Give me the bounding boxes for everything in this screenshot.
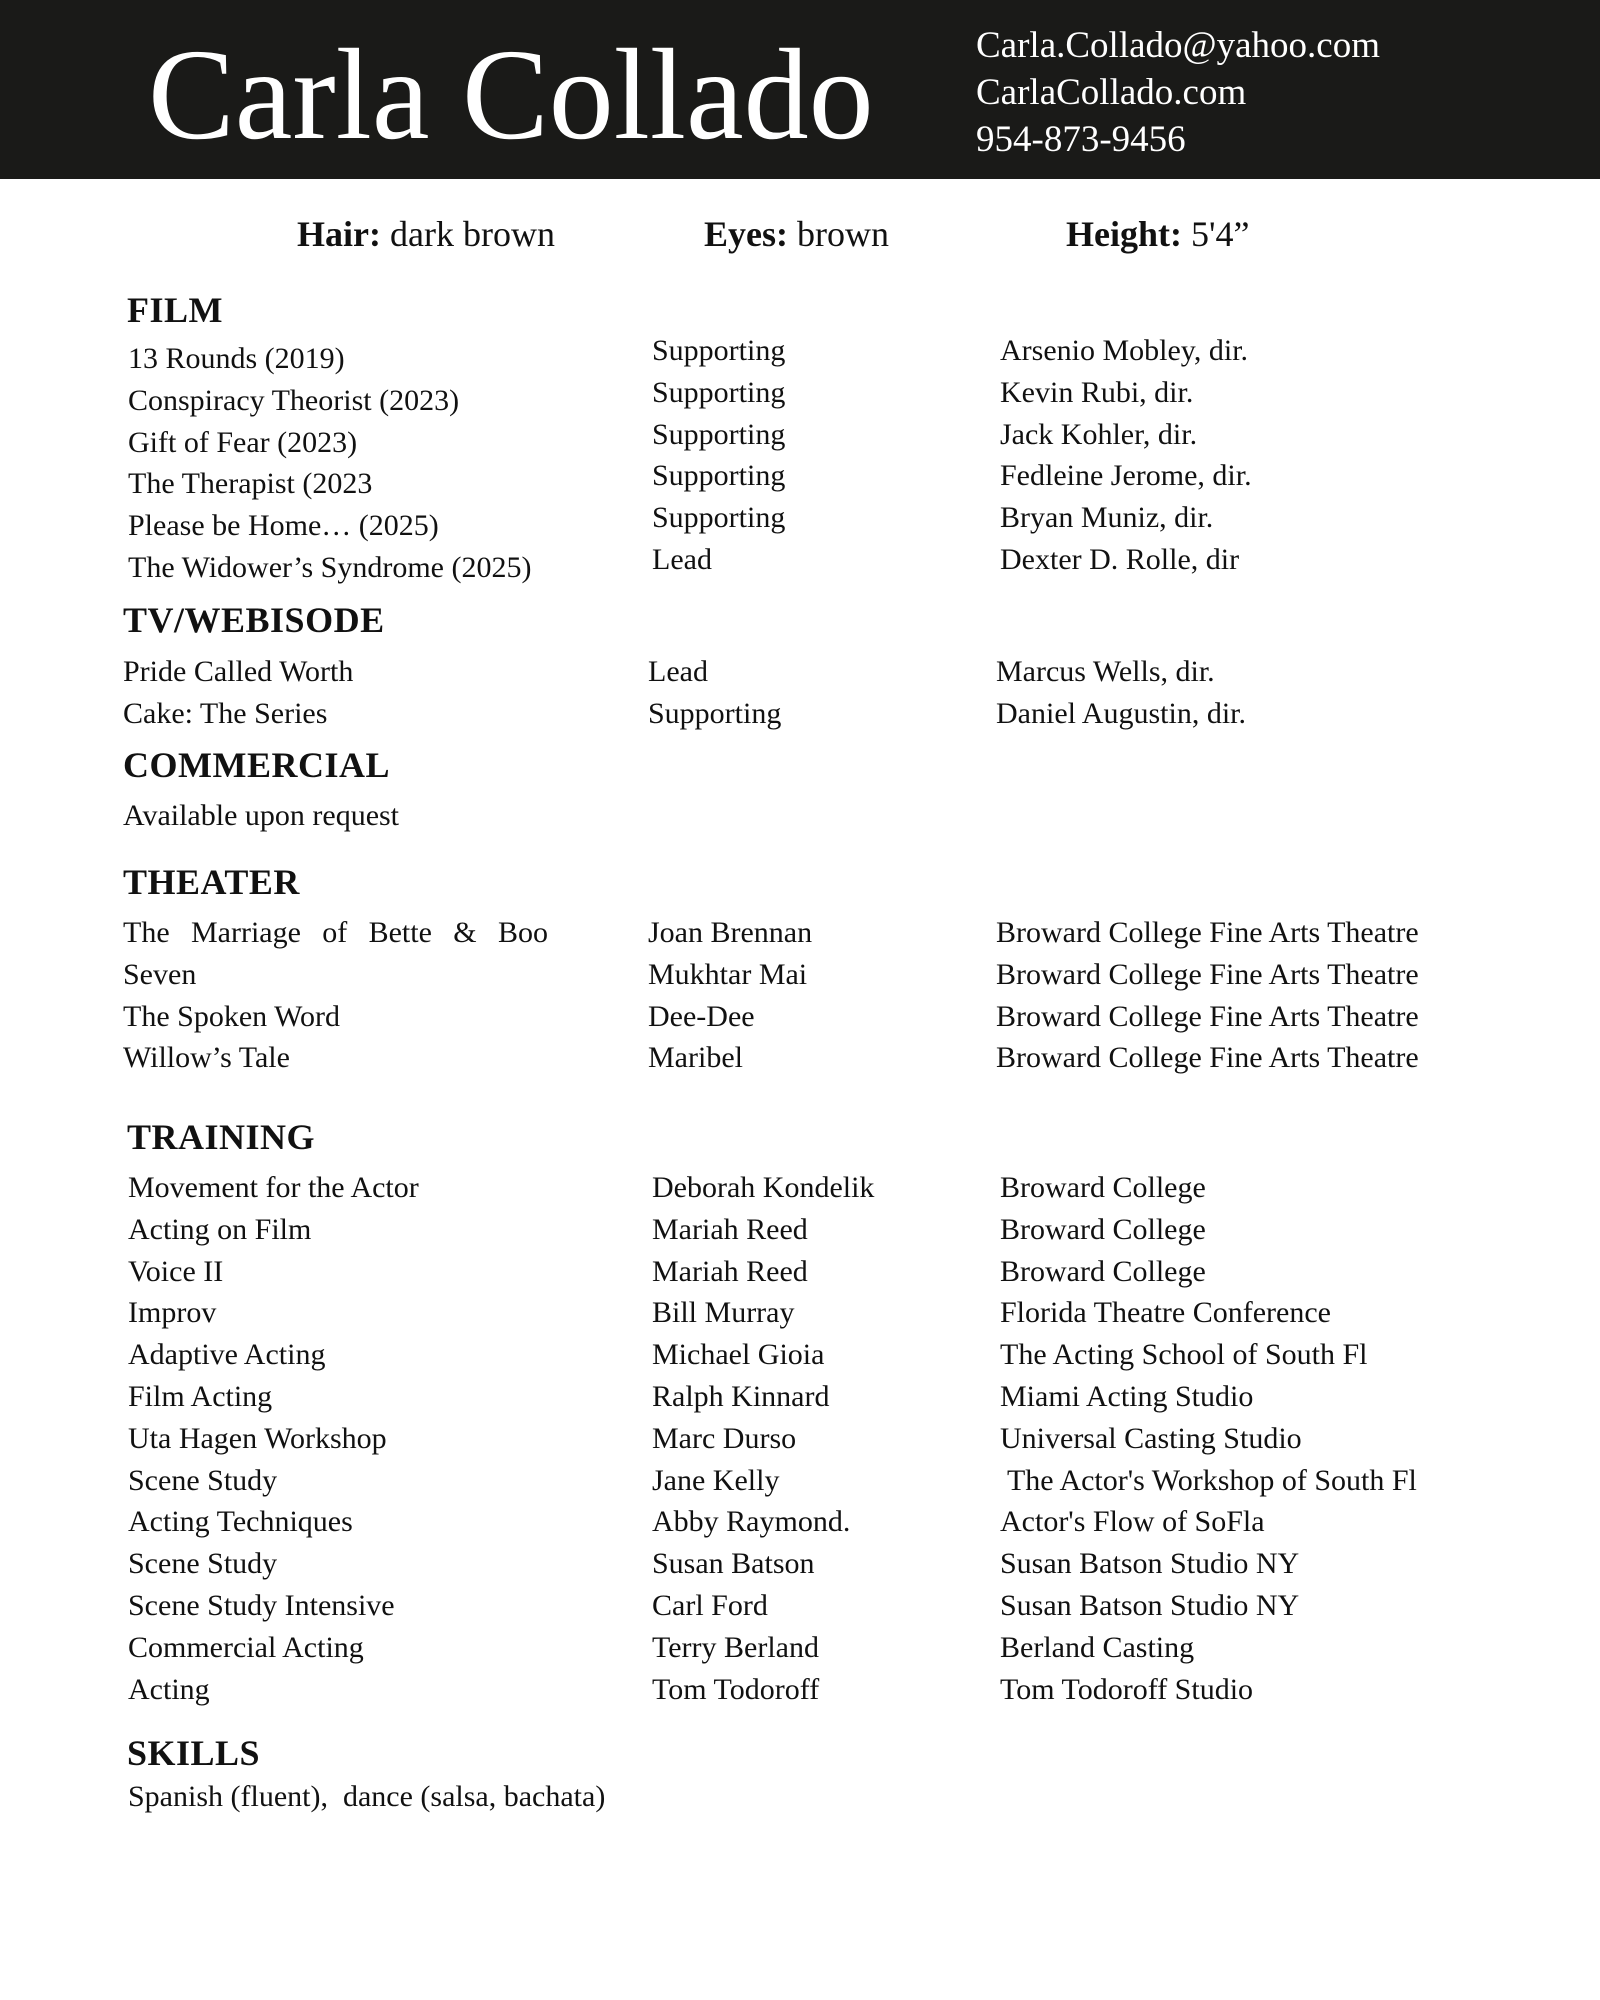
film-role: Lead bbox=[652, 542, 712, 576]
film-director: Jack Kohler, dir. bbox=[1000, 417, 1198, 451]
theater-venue: Broward College Fine Arts Theatre bbox=[996, 957, 1419, 991]
eyes-value: brown bbox=[797, 214, 889, 254]
training-course: Uta Hagen Workshop bbox=[128, 1421, 387, 1455]
film-role: Supporting bbox=[652, 375, 786, 409]
theater-venue: Broward College Fine Arts Theatre bbox=[996, 916, 1419, 949]
film-project: Conspiracy Theorist (2023) bbox=[128, 383, 460, 417]
film-project: Please be Home… (2025) bbox=[128, 509, 439, 543]
training-teacher: Ralph Kinnard bbox=[652, 1379, 830, 1413]
training-teacher: Abby Raymond. bbox=[652, 1505, 851, 1539]
training-teacher: Marc Durso bbox=[652, 1421, 797, 1455]
film-director: Kevin Rubi, dir. bbox=[1000, 375, 1194, 409]
training-teacher: Susan Batson bbox=[652, 1547, 815, 1581]
theater-project: Seven bbox=[123, 957, 197, 991]
training-school: Florida Theatre Conference bbox=[1000, 1296, 1331, 1330]
training-school: Actor's Flow of SoFla bbox=[1000, 1505, 1265, 1539]
training-school: Berland Casting bbox=[1000, 1630, 1195, 1664]
height-value: 5'4” bbox=[1190, 214, 1250, 254]
film-project: Gift of Fear (2023) bbox=[128, 425, 358, 459]
training-course: Commercial Acting bbox=[128, 1630, 364, 1664]
training-teacher: Bill Murray bbox=[652, 1296, 795, 1330]
training-school: Susan Batson Studio NY bbox=[1000, 1547, 1300, 1581]
film-section-title: FILM bbox=[127, 290, 223, 330]
height-attribute bbox=[1066, 212, 1249, 256]
film-role: Supporting bbox=[652, 501, 786, 535]
hair-value: dark brown bbox=[389, 214, 555, 254]
training-course: Film Acting bbox=[128, 1379, 273, 1413]
commercial-section-title: COMMERCIAL bbox=[123, 745, 390, 785]
film-director: Arsenio Mobley, dir. bbox=[1000, 334, 1249, 367]
commercial-note: Available upon request bbox=[123, 799, 400, 832]
training-school: Broward College bbox=[1000, 1212, 1206, 1246]
tv-role: Supporting bbox=[648, 696, 782, 730]
theater-project-word: Boo bbox=[497, 916, 548, 949]
training-teacher: Deborah Kondelik bbox=[652, 1171, 875, 1204]
training-school: The Acting School of South Fl bbox=[1000, 1338, 1368, 1372]
theater-project-word: of bbox=[322, 916, 348, 949]
training-course: Adaptive Acting bbox=[128, 1338, 326, 1372]
training-course: Acting bbox=[128, 1672, 210, 1706]
training-teacher: Mariah Reed bbox=[652, 1254, 808, 1288]
theater-project-word: Bette bbox=[368, 916, 432, 949]
theater-venue: Broward College Fine Arts Theatre bbox=[996, 1041, 1419, 1075]
training-teacher: Mariah Reed bbox=[652, 1212, 808, 1246]
skills-section-title: SKILLS bbox=[127, 1733, 261, 1773]
skills-list: Spanish (fluent), dance (salsa, bachata) bbox=[128, 1780, 606, 1813]
training-school: Universal Casting Studio bbox=[1000, 1421, 1302, 1455]
theater-role: Maribel bbox=[648, 1041, 743, 1075]
training-teacher: Terry Berland bbox=[652, 1630, 819, 1664]
film-director: Bryan Muniz, dir. bbox=[1000, 501, 1214, 535]
training-course: Improv bbox=[128, 1296, 217, 1330]
contact-block bbox=[976, 22, 1380, 163]
actor-name: Carla Collado bbox=[148, 23, 874, 167]
tv-project: Pride Called Worth bbox=[123, 655, 354, 688]
theater-role: Mukhtar Mai bbox=[648, 957, 808, 991]
theater-role: Dee-Dee bbox=[648, 999, 755, 1033]
theater-project bbox=[123, 913, 548, 953]
training-school: The Actor's Workshop of South Fl bbox=[1000, 1463, 1417, 1497]
training-school: Broward College bbox=[1000, 1254, 1206, 1288]
film-project: The Therapist (2023 bbox=[128, 467, 373, 501]
theater-project-word: & bbox=[453, 916, 477, 949]
film-role: Supporting bbox=[652, 459, 786, 493]
film-project: The Widower’s Syndrome (2025) bbox=[128, 550, 532, 584]
email-link[interactable]: Carla.Collado@yahoo.com bbox=[976, 25, 1380, 66]
tv-director: Marcus Wells, dir. bbox=[996, 655, 1215, 688]
film-director: Dexter D. Rolle, dir bbox=[1000, 542, 1240, 576]
website-link[interactable]: CarlaCollado.com bbox=[976, 72, 1247, 113]
training-course: Scene Study Intensive bbox=[128, 1588, 395, 1622]
training-course: Acting on Film bbox=[128, 1212, 312, 1246]
training-course: Movement for the Actor bbox=[128, 1171, 419, 1204]
training-course: Acting Techniques bbox=[128, 1505, 353, 1539]
theater-project: Willow’s Tale bbox=[123, 1041, 290, 1075]
hair-label: Hair: bbox=[297, 214, 381, 254]
eyes-attribute bbox=[704, 212, 889, 256]
theater-section-title: THEATER bbox=[123, 862, 300, 902]
height-label: Height: bbox=[1066, 214, 1182, 254]
theater-project-word: Marriage bbox=[190, 916, 301, 949]
eyes-label: Eyes: bbox=[704, 214, 788, 254]
training-teacher: Jane Kelly bbox=[652, 1463, 780, 1497]
tv-project: Cake: The Series bbox=[123, 696, 328, 730]
training-course: Scene Study bbox=[128, 1547, 278, 1581]
theater-role: Joan Brennan bbox=[648, 916, 813, 949]
training-teacher: Michael Gioia bbox=[652, 1338, 825, 1372]
theater-project-word: The bbox=[123, 916, 170, 949]
theater-venue: Broward College Fine Arts Theatre bbox=[996, 999, 1419, 1033]
film-director: Fedleine Jerome, dir. bbox=[1000, 459, 1252, 493]
training-school: Susan Batson Studio NY bbox=[1000, 1588, 1300, 1622]
film-role: Supporting bbox=[652, 417, 786, 451]
training-section-title: TRAINING bbox=[127, 1117, 316, 1157]
training-school: Tom Todoroff Studio bbox=[1000, 1672, 1254, 1706]
training-course: Voice II bbox=[128, 1254, 224, 1288]
training-school: Broward College bbox=[1000, 1171, 1206, 1204]
theater-project: The Spoken Word bbox=[123, 999, 341, 1033]
tv-role: Lead bbox=[648, 655, 708, 688]
phone-number: 954-873-9456 bbox=[976, 119, 1186, 160]
film-role: Supporting bbox=[652, 334, 786, 367]
hair-attribute bbox=[297, 212, 555, 256]
tv-section-title: TV/WEBISODE bbox=[123, 600, 385, 640]
training-school: Miami Acting Studio bbox=[1000, 1379, 1254, 1413]
header-bar bbox=[0, 0, 1600, 179]
tv-director: Daniel Augustin, dir. bbox=[996, 696, 1246, 730]
training-teacher: Tom Todoroff bbox=[652, 1672, 820, 1706]
film-project: 13 Rounds (2019) bbox=[128, 342, 345, 375]
training-teacher: Carl Ford bbox=[652, 1588, 768, 1622]
training-course: Scene Study bbox=[128, 1463, 278, 1497]
